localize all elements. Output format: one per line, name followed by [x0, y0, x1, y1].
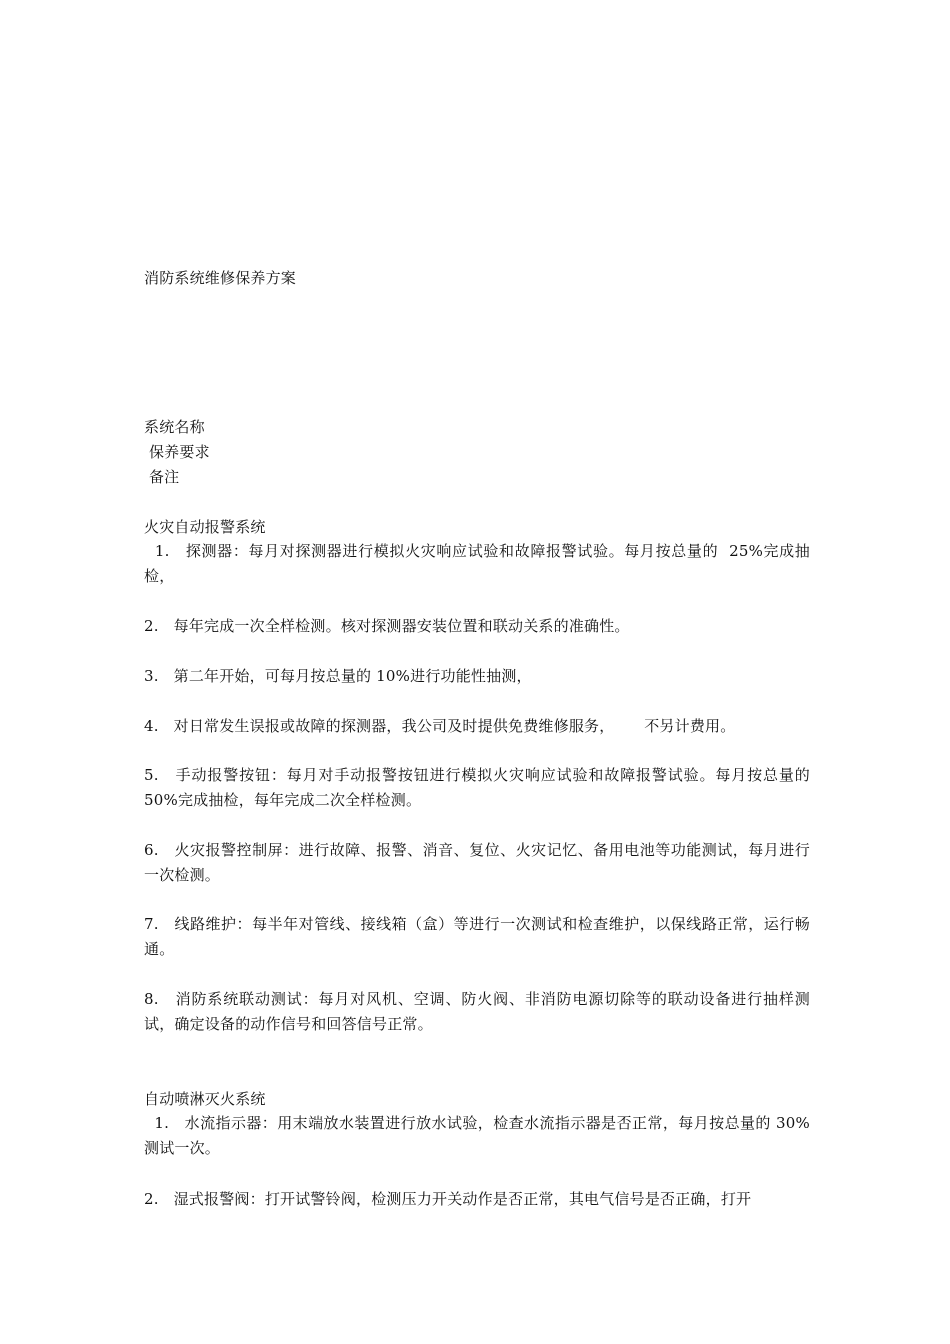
table-header-requirements: 保养要求	[144, 443, 210, 461]
fire-alarm-item-4: 4. 对日常发生误报或故障的探测器，我公司及时提供免费维修服务， 不另计费用。	[144, 717, 736, 735]
fire-alarm-item-2: 2. 每年完成一次全样检测。核对探测器安装位置和联动关系的准确性。	[144, 617, 630, 635]
fire-alarm-item-6: 6. 火灾报警控制屏：进行故障、报警、消音、复位、火灾记忆、备用电池等功能测试，每月进行一次检测。	[144, 841, 810, 884]
table-header-remarks: 备注	[144, 468, 180, 486]
fire-alarm-item-1: 1. 探测器：每月对探测器进行模拟火灾响应试验和故障报警试验。每月按总量的 25%完成抽检，	[144, 542, 810, 585]
section-title-sprinkler: 自动喷淋灭火系统	[144, 1090, 266, 1108]
document-title: 消防系统维修保养方案	[144, 269, 297, 287]
fire-alarm-item-3: 3. 第二年开始，可每月按总量的 10%进行功能性抽测，	[144, 667, 532, 685]
sprinkler-item-2: 2. 湿式报警阀：打开试警铃阀，检测压力开关动作是否正常，其电气信号是否正确，打开	[144, 1190, 752, 1208]
fire-alarm-item-7: 7. 线路维护：每半年对管线、接线箱（盒）等进行一次测试和检查维护，以保线路正常，运行畅通。	[144, 915, 810, 958]
sprinkler-item-1: 1. 水流指示器：用末端放水装置进行放水试验，检查水流指示器是否正常，每月按总量的 30%测试一次。	[144, 1114, 810, 1157]
section-title-fire-alarm: 火灾自动报警系统	[144, 518, 266, 536]
table-header-system-name: 系统名称	[144, 418, 205, 436]
fire-alarm-item-8: 8. 消防系统联动测试：每月对风机、空调、防火阀、非消防电源切除等的联动设备进行抽样测试，确定设备的动作信号和回答信号正常。	[144, 990, 810, 1033]
fire-alarm-item-5: 5. 手动报警按钮：每月对手动报警按钮进行模拟火灾响应试验和故障报警试验。每月按总量的 50%完成抽检，每年完成二次全样检测。	[144, 766, 815, 809]
